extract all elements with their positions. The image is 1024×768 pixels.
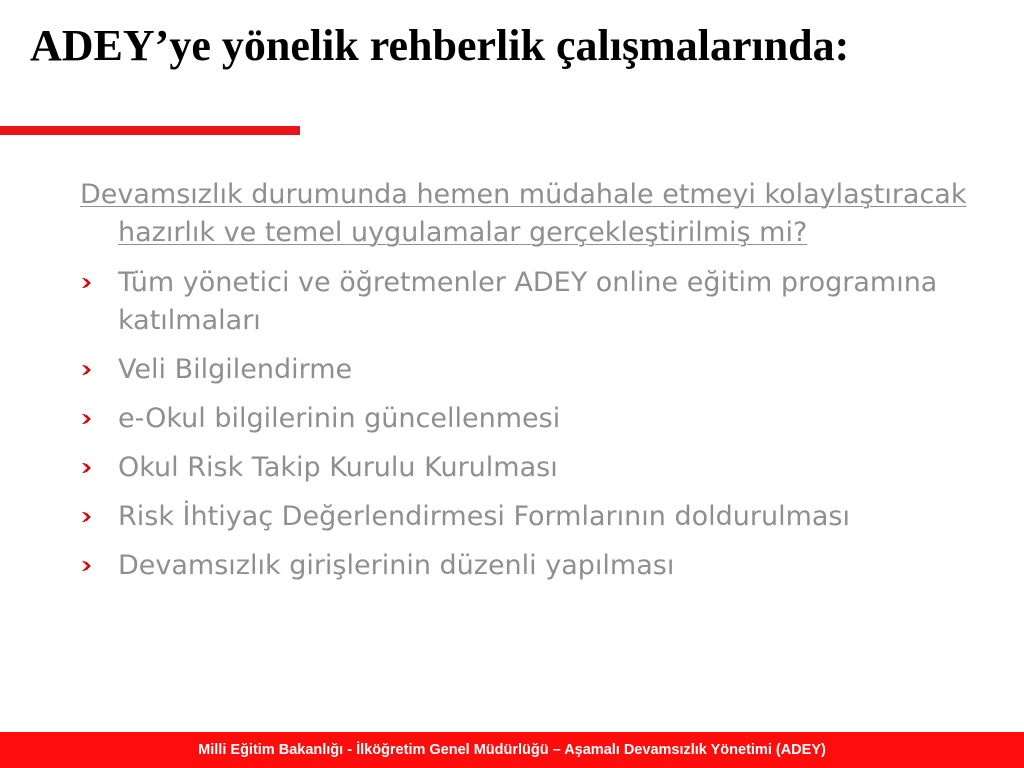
slide-content xyxy=(80,176,980,596)
arrow-bullet-icon xyxy=(80,461,94,475)
arrow-bullet-icon xyxy=(80,510,94,524)
arrow-bullet-icon xyxy=(80,363,94,377)
bullet-text: Okul Risk Takip Kurulu Kurulması xyxy=(118,452,558,483)
footer-text: Milli Eğitim Bakanlığı - İlköğretim Genel Müdürlüğü – Aşamalı Devamsızlık Yönetimi (ADEY) xyxy=(198,742,826,758)
bullet-text: Veli Bilgilendirme xyxy=(118,354,353,385)
arrow-bullet-icon xyxy=(80,412,94,426)
bullet-text: Devamsızlık girişlerinin düzenli yapılması xyxy=(118,550,675,581)
bullet-text: Tüm yönetici ve öğretmenler ADEY online eğitim programına katılmaları xyxy=(118,267,938,336)
title-accent-line xyxy=(0,126,300,135)
bullet-text: e-Okul bilgilerinin güncellenmesi xyxy=(118,403,561,434)
question-link[interactable]: Devamsızlık durumunda hemen müdahale etmeyi kolaylaştıracak hazırlık ve temel uygulamalar gerçekleştirilmiş mi? xyxy=(80,179,967,248)
bullet-item xyxy=(80,264,980,340)
bullet-item xyxy=(80,400,980,438)
bullet-text: Risk İhtiyaç Değerlendirmesi Formlarının doldurulması xyxy=(118,501,850,532)
bullet-item xyxy=(80,351,980,389)
footer-bar xyxy=(0,732,1024,768)
arrow-bullet-icon xyxy=(80,559,94,573)
bullet-item xyxy=(80,449,980,487)
bullet-item xyxy=(80,547,980,585)
slide-title: ADEY’ye yönelik rehberlik çalışmalarında: xyxy=(30,21,850,70)
bullet-list xyxy=(80,264,980,585)
arrow-bullet-icon xyxy=(80,276,94,290)
bullet-item xyxy=(80,498,980,536)
